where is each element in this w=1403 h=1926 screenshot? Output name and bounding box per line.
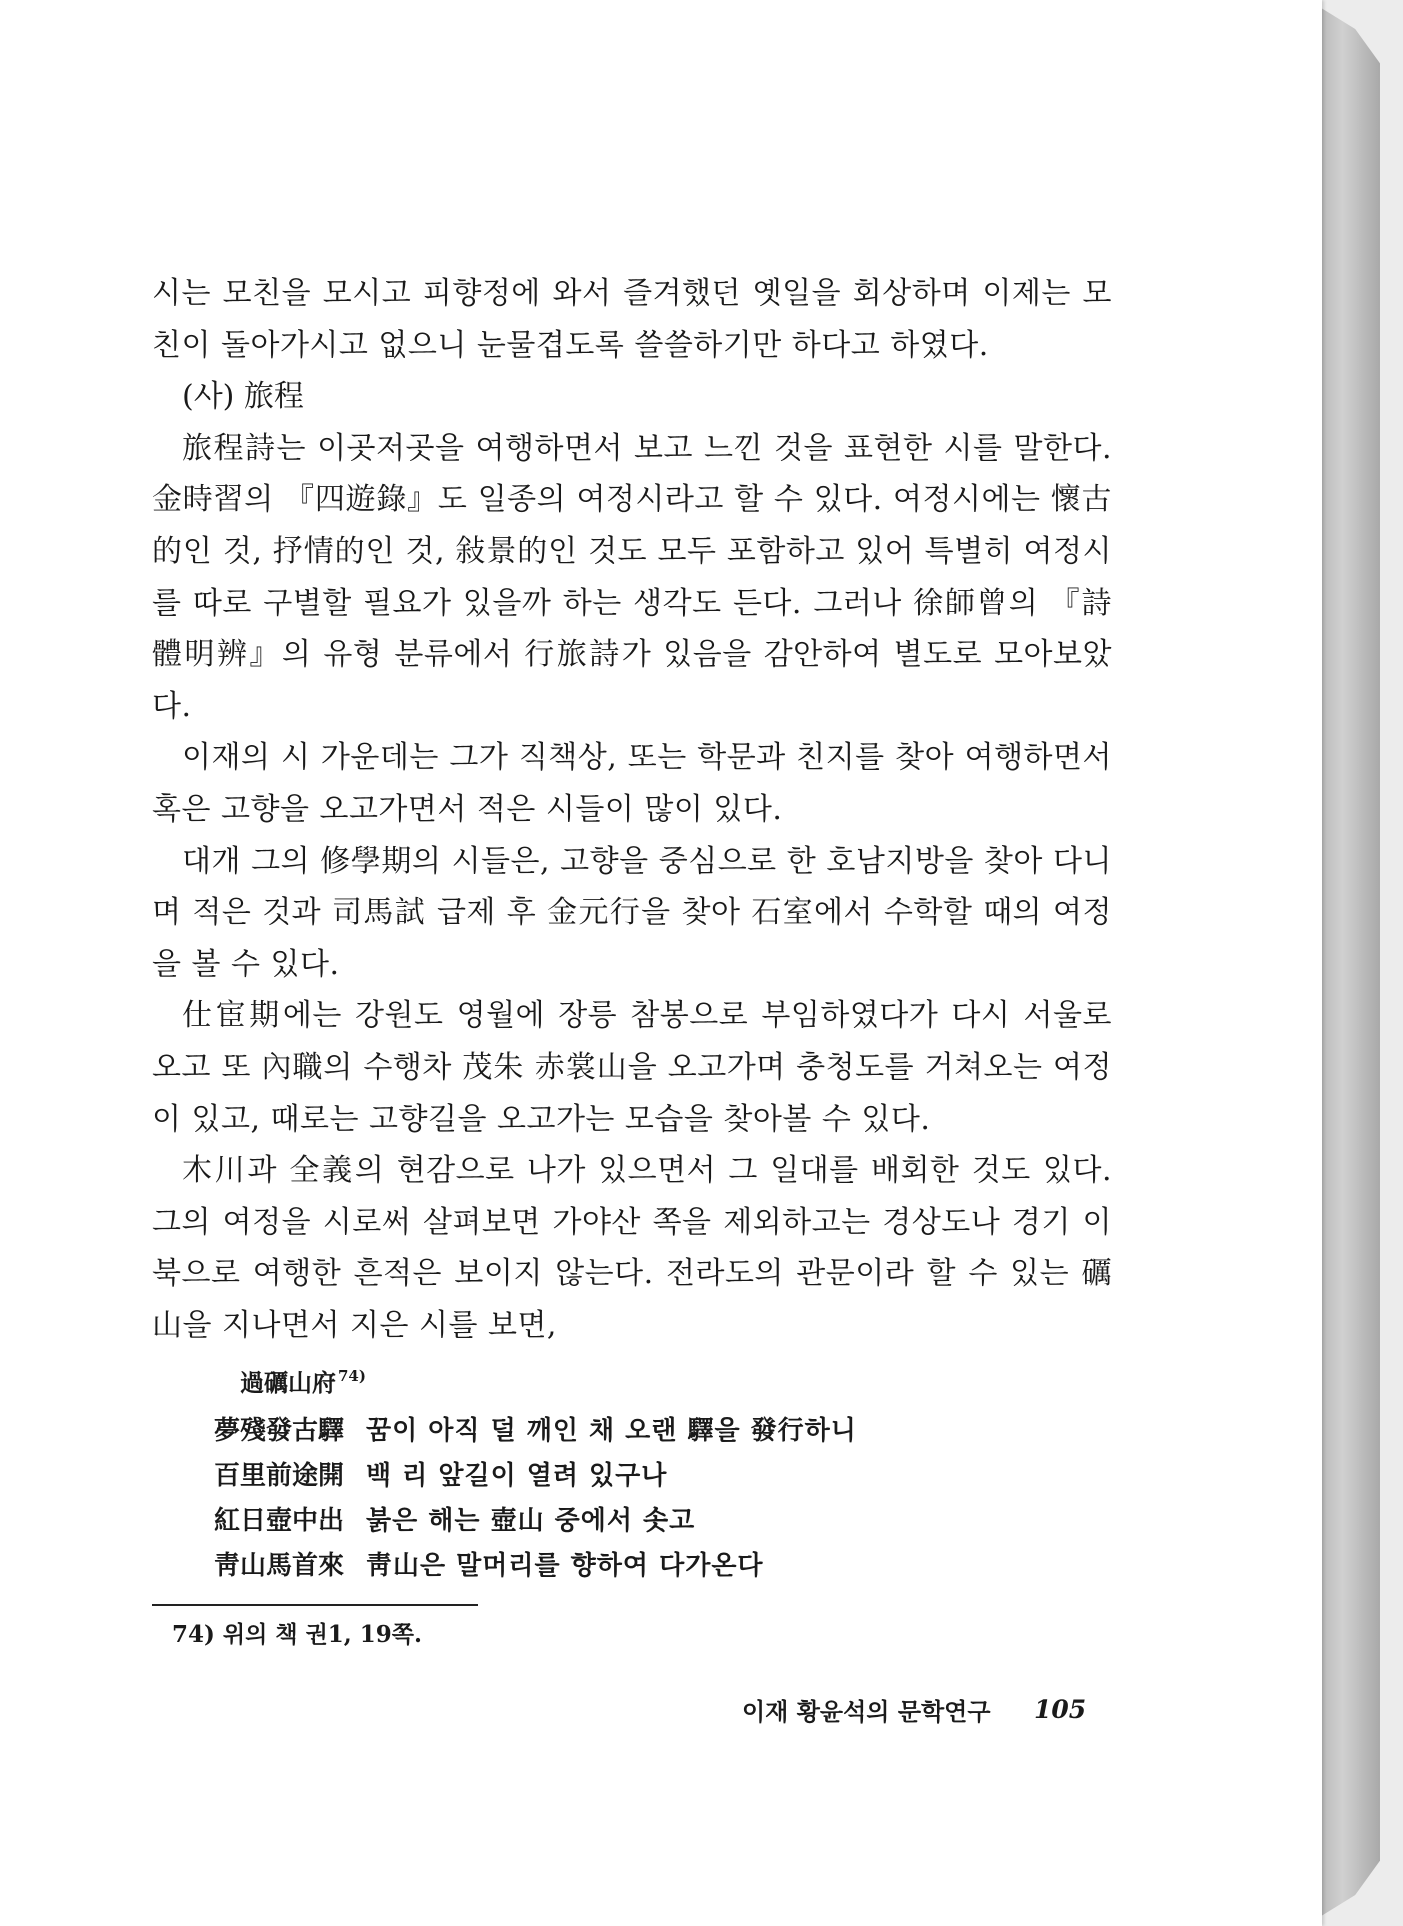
page-edge-shadow [1318, 6, 1380, 1918]
page-number: 105 [1034, 1695, 1087, 1724]
poem-block [214, 1356, 914, 1589]
poem-title-text: 過礪山府 [240, 1368, 336, 1397]
paragraph-continuation: 시는 모친을 모시고 피향정에 와서 즐겨했던 옛일을 회상하며 이제는 모친이 돌아가시고 없으니 눈물겹도록 쓸쓸하기만 하다고 하였다. [152, 276, 1112, 363]
poem-line-original: 紅日壺中出 [214, 1506, 345, 1536]
paragraph: 木川과 全義의 현감으로 나가 있으면서 그 일대를 배회한 것도 있다. 그의 여정을 시로써 살펴보면 가야산 쪽을 제외하고는 경상도나 경기 이북으로 여행한 흔적은 보이지 않는다. 전라도의 관문이라 할 수 있는 礪山을 지나면서 지은 시를 보면, [152, 1153, 1112, 1343]
poem-title [240, 1356, 914, 1403]
poem-line-original: 百里前途開 [214, 1461, 345, 1491]
section-heading: (사) 旅程 [182, 379, 304, 415]
body-text [152, 268, 1112, 1351]
footnote-marker: 74) [338, 1367, 366, 1385]
poem-line-translation: 靑山은 말머리를 향하여 다가온다 [366, 1551, 764, 1581]
poem-line [214, 1409, 914, 1454]
poem-line-translation: 꿈이 아직 덜 깨인 채 오랜 驛을 發行하니 [366, 1416, 857, 1446]
poem-line [214, 1544, 914, 1589]
footnote-divider [152, 1604, 478, 1606]
paragraph: 이재의 시 가운데는 그가 직책상, 또는 학문과 친지를 찾아 여행하면서 혹은 고향을 오고가면서 적은 시들이 많이 있다. [152, 740, 1112, 827]
footnote: 74) 위의 책 권1, 19쪽. [172, 1621, 423, 1648]
poem-line [214, 1499, 914, 1544]
paragraph: 대개 그의 修學期의 시들은, 고향을 중심으로 한 호남지방을 찾아 다니며 적은 것과 司馬試 급제 후 金元行을 찾아 石室에서 수학할 때의 여정을 볼 수 있다. [152, 843, 1112, 982]
poem-line-translation: 백 리 앞길이 열려 있구나 [366, 1461, 668, 1491]
poem-line-original: 靑山馬首來 [214, 1551, 345, 1581]
paragraph: 仕宦期에는 강원도 영월에 장릉 참봉으로 부임하였다가 다시 서울로 오고 또 內職의 수행차 茂朱 赤裳山을 오고가며 충청도를 거쳐오는 여정이 있고, 때로는 고향길을 오고가는 모습을 찾아볼 수 있다. [152, 998, 1112, 1137]
poem-line-original: 夢殘發古驛 [214, 1416, 345, 1446]
paragraph: 旅程詩는 이곳저곳을 여행하면서 보고 느낀 것을 표현한 시를 말한다. 金時習의 『四遊錄』도 일종의 여정시라고 할 수 있다. 여정시에는 懷古的인 것, 抒情的인 것, 敍景的인 것도 모두 포함하고 있어 특별히 여정시를 따로 구별할 필요가 있을까 하는 생각도 든다. 그러나 徐師曾의 『詩體明辨』의 유형 분류에서 行旅詩가 있음을 감안하여 별도로 모아보았다. [152, 430, 1112, 724]
poem-line [214, 1454, 914, 1499]
poem-line-translation: 붉은 해는 壺山 중에서 솟고 [366, 1506, 696, 1536]
running-head: 이재 황윤석의 문학연구 [742, 1697, 991, 1726]
